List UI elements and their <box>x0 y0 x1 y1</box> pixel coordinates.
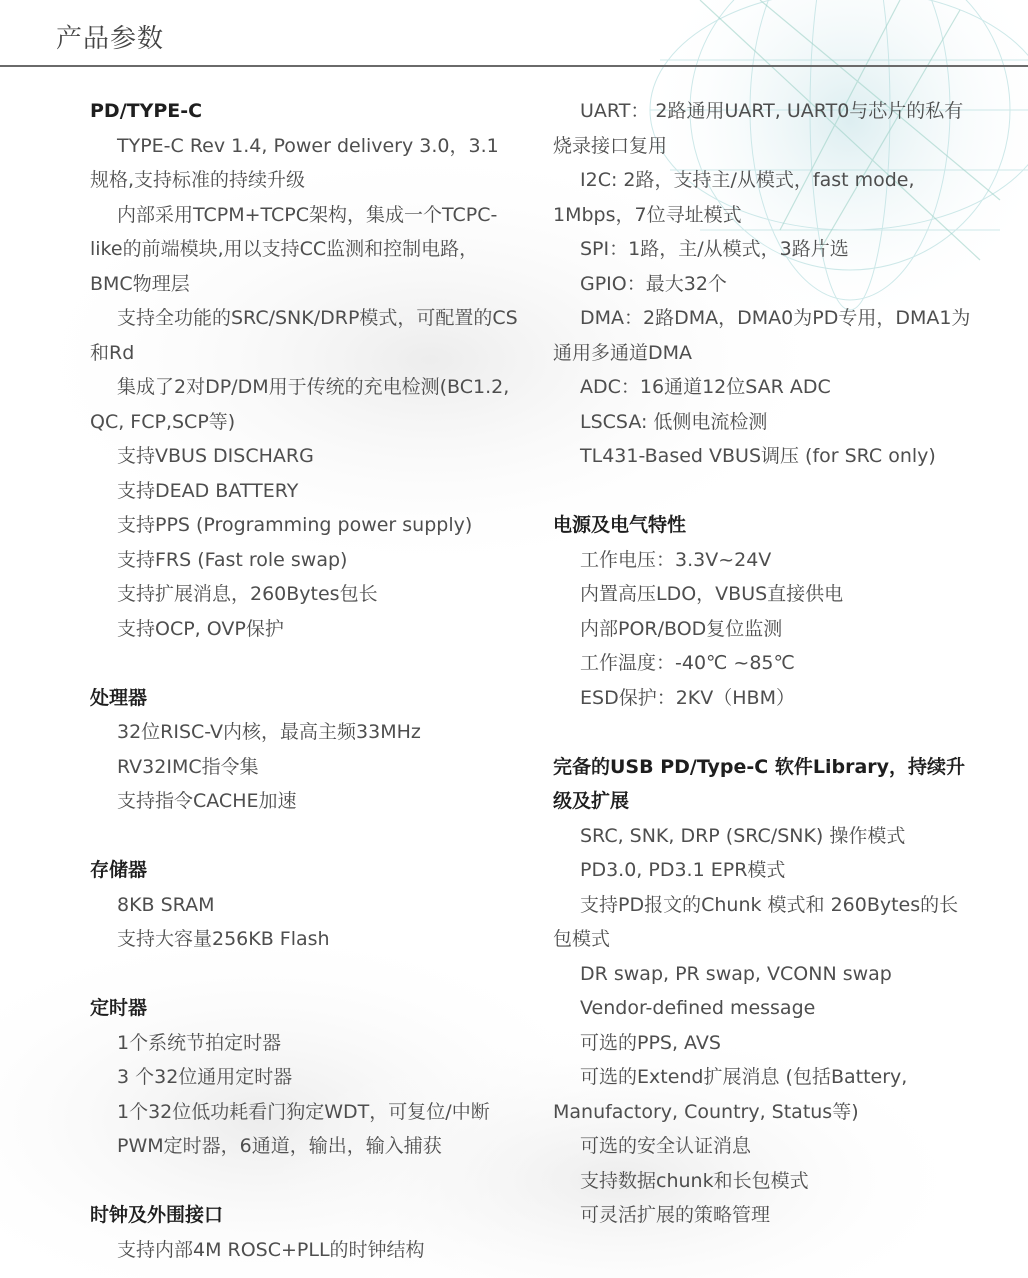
list-item: 可选的Extend扩展消息 (包括Battery, Manufactory, Country, Status等) <box>553 1066 908 1123</box>
section-memory <box>90 853 520 957</box>
page-title: 产品参数 <box>56 24 165 54</box>
list-item: 支持OCP, OVP保护 <box>117 617 284 640</box>
section-processor <box>90 681 520 819</box>
list-item: 支持DEAD BATTERY <box>117 479 299 502</box>
list-item: 支持指令CACHE加速 <box>117 790 297 812</box>
section-title: 定时器 <box>90 997 148 1019</box>
section-timers <box>90 991 520 1164</box>
section-peripherals-continued <box>553 94 973 474</box>
list-item: 支持FRS (Fast role swap) <box>117 548 348 571</box>
list-item: 支持内部4M ROSC+PLL的时钟结构 <box>117 1238 425 1261</box>
list-item: 8KB SRAM <box>117 893 215 916</box>
list-item: 可选的安全认证消息 <box>580 1135 752 1157</box>
list-item: 支持PD报文的Chunk 模式和 260Bytes的长包模式 <box>553 893 959 950</box>
section-software-library <box>553 750 973 1233</box>
section-title: 完备的USB PD/Type-C 软件Library，持续升级及扩展 <box>553 755 966 812</box>
section-title: 处理器 <box>90 686 148 709</box>
list-item: 支持VBUS DISCHARG <box>117 445 314 467</box>
list-item: 内部POR/BOD复位监测 <box>580 617 783 640</box>
list-item: SPI：1路，主/从模式，3路片选 <box>580 238 849 260</box>
list-item: 可选的PPS, AVS <box>580 1031 721 1054</box>
list-item: I2C: 2路，支持主/从模式，fast mode, 1Mbps，7位寻址模式 <box>553 169 915 226</box>
list-item: 工作电压：3.3V~24V <box>580 548 772 571</box>
list-item: PD3.0, PD3.1 EPR模式 <box>580 859 786 881</box>
list-item: Vendor-defined message <box>580 997 816 1019</box>
left-column <box>90 94 520 1267</box>
list-item: 支持大容量256KB Flash <box>117 928 330 950</box>
list-item: GPIO：最大32个 <box>580 272 727 295</box>
list-item: ADC：16通道12位SAR ADC <box>580 376 831 398</box>
section-power-electrical <box>553 508 973 715</box>
list-item: 支持PPS (Programming power supply) <box>117 514 473 536</box>
right-column <box>553 94 973 1233</box>
section-title: 存储器 <box>90 859 148 881</box>
list-item: TL431-Based VBUS调压 (for SRC only) <box>580 445 936 467</box>
section-title: 电源及电气特性 <box>553 514 687 536</box>
list-item: TYPE-C Rev 1.4, Power delivery 3.0，3.1 规格,支持标准的持续升级 <box>90 134 499 191</box>
section-pd-typec <box>90 94 520 646</box>
section-title: 时钟及外围接口 <box>90 1204 224 1226</box>
list-item: 集成了2对DP/DM用于传统的充电检测(BC1.2, QC, FCP,SCP等) <box>90 376 510 433</box>
list-item: LSCSA: 低侧电流检测 <box>580 410 768 433</box>
list-item: 支持数据chunk和长包模式 <box>580 1169 809 1192</box>
list-item: DMA：2路DMA，DMA0为PD专用，DMA1为通用多通道DMA <box>553 307 971 364</box>
section-clock-peripherals <box>90 1198 520 1267</box>
list-item: PWM定时器，6通道，输出，输入捕获 <box>117 1135 442 1157</box>
list-item: 工作温度：-40℃ ~85℃ <box>580 652 795 674</box>
list-item: ESD保护：2KV（HBM） <box>580 686 795 709</box>
list-item: RV32IMC指令集 <box>117 755 259 778</box>
page-header <box>0 0 1028 66</box>
list-item: SRC, SNK, DRP (SRC/SNK) 操作模式 <box>580 824 906 847</box>
list-item: 内置高压LDO，VBUS直接供电 <box>580 583 844 605</box>
list-item: 可灵活扩展的策略管理 <box>580 1204 771 1226</box>
section-title: PD/TYPE-C <box>90 100 203 122</box>
list-item: DR swap, PR swap, VCONN swap <box>580 962 892 985</box>
list-item: 支持全功能的SRC/SNK/DRP模式，可配置的CS和Rd <box>90 307 518 364</box>
list-item: 内部采用TCPM+TCPC架构，集成一个TCPC-like的前端模块,用以支持CC监测和控制电路，BMC物理层 <box>90 203 498 295</box>
list-item: 1个32位低功耗看门狗定WDT，可复位/中断 <box>117 1100 490 1123</box>
header-divider <box>0 65 1028 67</box>
list-item: UART： 2路通用UART, UART0与芯片的私有烧录接口复用 <box>553 100 964 157</box>
list-item: 1个系统节拍定时器 <box>117 1031 282 1054</box>
list-item: 32位RISC-V内核，最高主频33MHz <box>117 721 421 743</box>
list-item: 支持扩展消息，260Bytes包长 <box>117 583 378 605</box>
list-item: 3 个32位通用定时器 <box>117 1066 293 1088</box>
